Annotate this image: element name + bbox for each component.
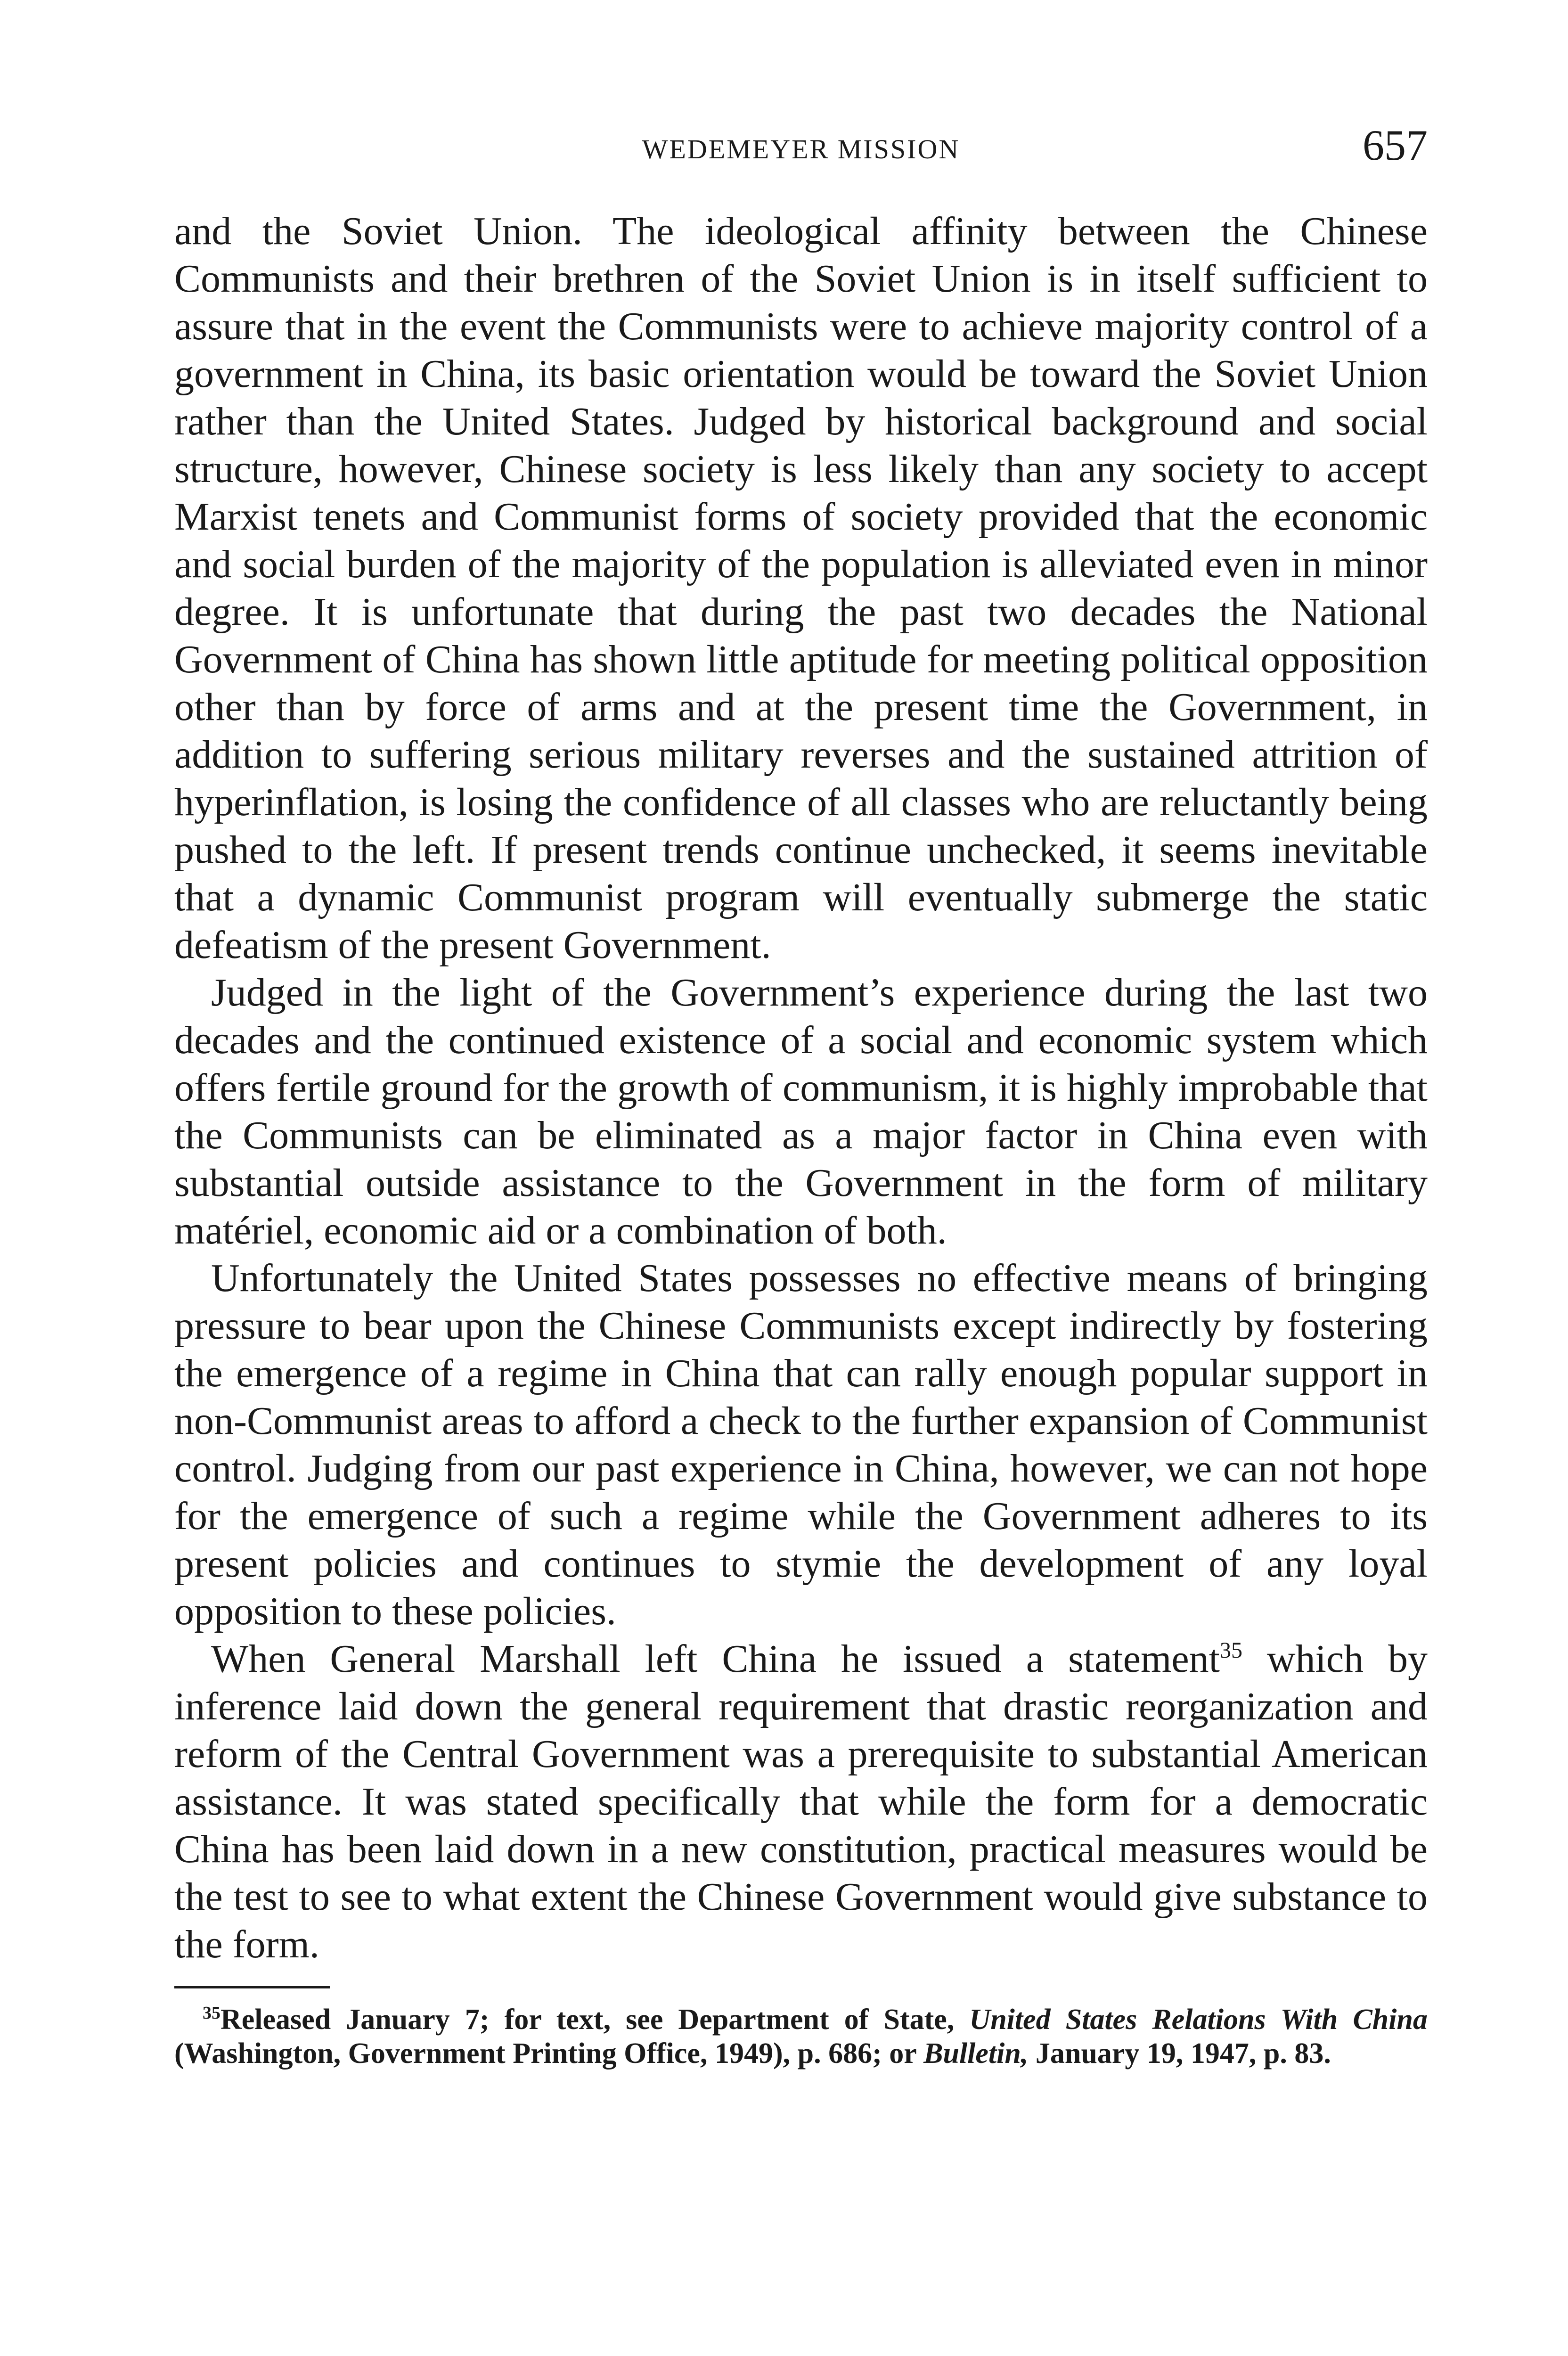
footnote-cited-title: United States Relations With China [969,2004,1428,2036]
footnote-cited-title: Bulletin, [923,2037,1029,2070]
footnote-separator [174,1986,330,1988]
footnote-35 [174,2003,1428,2070]
paragraph-2: Judged in the light of the Government’s experience during the last two decades and the continued existence of a social and economic system which offers fertile ground for the growth of communism, it is highly improbable that the Communists can be eliminated as a major factor in China even with substantial outside assistance to the Government in the form of military matériel, economic aid or a combination of both. [174,971,1428,1252]
footnote-marker: 35 [203,2003,220,2023]
footnote-reference-35: 35 [1219,1638,1242,1663]
page-number: 657 [1363,121,1428,169]
paragraph-3: Unfortunately the United States possesses no effective means of bringing pressure to bear upon the Chinese Communists except indirectly by fostering the emergence of a regime in China that can rally enough popular support in non-Communist areas to afford a check to the further expansion of Communist control. Judging from our past experience in China, however, we can not hope for the emergence of such a regime while the Government adheres to its present policies and continues to stymie the development of any loyal opposition to these policies. [174,1256,1428,1633]
paragraph-1: and the Soviet Union. The ideological affinity between the Chinese Communists and their brethren of the Soviet Union is in itself sufficient to assure that in the event the Communists were to achieve majority control of a government in China, its basic orientation would be toward the Soviet Union rather than the United States. Judged by historical background and social structure, however, Chinese society is less likely than any society to accept Marxist tenets and Communist forms of society provided that the economic and social burden of the majority of the population is alleviated even in minor degree. It is unfortunate that during the past two decades the National Government of China has shown little aptitude for meeting political opposition other than by force of arms and at the present time the Government, in addition to suffering serious military reverses and the sustained attrition of hyperinflation, is losing the confidence of all classes who are reluctantly being pushed to the left. If present trends continue unchecked, it seems inevitable that a dynamic Communist program will eventually submerge the static defeatism of the present Government. [174,209,1428,967]
running-header [174,120,1428,172]
paragraph-4-text-end: which by inference laid down the general requirement that drastic reorganization and reform of the Central Government was a prerequisite to substantial American assistance. It was stated specifically that while the form for a democratic China has been laid down in a new constitution, practical measures would be the test to see to what extent the Chinese Government would give substance to the form. [174,1637,1428,1966]
running-title: WEDEMEYER MISSION [642,134,960,164]
footnote-text: Released January 7; for text, see Department of State, [220,2004,970,2036]
footnotes [174,2003,1428,2070]
paragraph-4 [174,1635,1428,1968]
document-page [174,0,1428,2356]
paragraph-4-text-start: When General Marshall left China he issued a statement [211,1637,1220,1681]
body-text [174,207,1428,1968]
footnote-text: January 19, 1947, p. 83. [1028,2037,1331,2070]
footnote-text: (Washington, Government Printing Office, 1949), p. 686; or [174,2037,924,2070]
